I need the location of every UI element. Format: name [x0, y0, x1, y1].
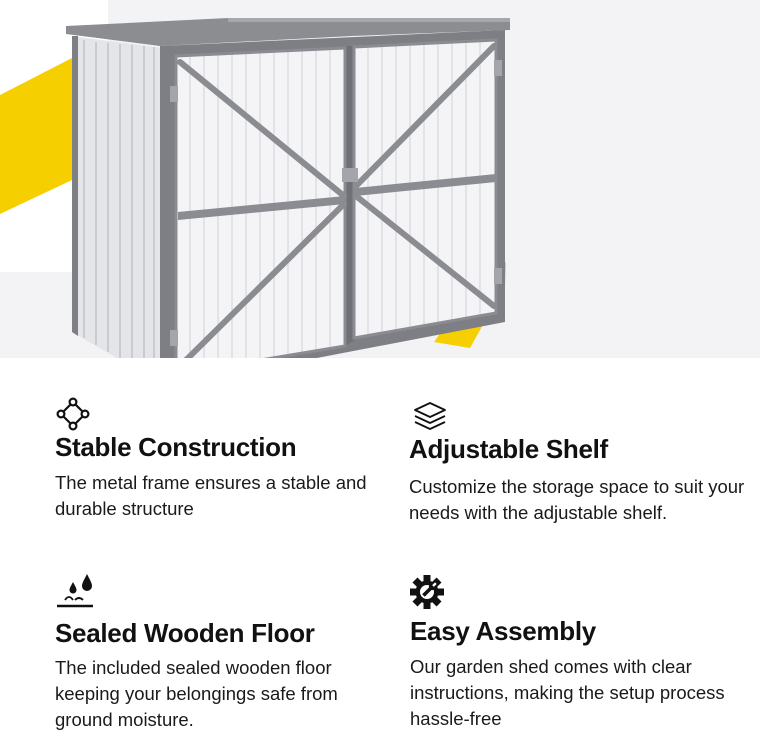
shed-illustration — [0, 0, 760, 358]
feature-title: Stable Construction — [55, 432, 297, 462]
feature-sealed-wooden-floor — [55, 572, 395, 747]
feature-stable-construction — [55, 396, 395, 526]
feature-adjustable-shelf — [409, 402, 754, 532]
yellow-accent-left — [0, 58, 72, 214]
feature-title: Adjustable Shelf — [409, 434, 608, 464]
hero-product-image — [0, 0, 760, 358]
gear-wrench-icon — [410, 572, 450, 612]
feature-title: Easy Assembly — [410, 616, 596, 646]
feature-description: Our garden shed comes with clear instructions, making the setup process hassle-free — [410, 656, 725, 729]
feature-description: Customize the storage space to suit your needs with the adjustable shelf. — [409, 476, 745, 523]
feature-easy-assembly — [410, 572, 755, 747]
shed-side-panel — [72, 36, 162, 358]
network-nodes-icon — [55, 396, 95, 436]
water-drops-icon — [55, 572, 95, 612]
feature-description: The metal frame ensures a stable and durable structure — [55, 472, 367, 519]
feature-title: Sealed Wooden Floor — [55, 618, 315, 648]
feature-description: The included sealed wooden floor keeping your belongings safe from ground moisture. — [55, 657, 338, 730]
